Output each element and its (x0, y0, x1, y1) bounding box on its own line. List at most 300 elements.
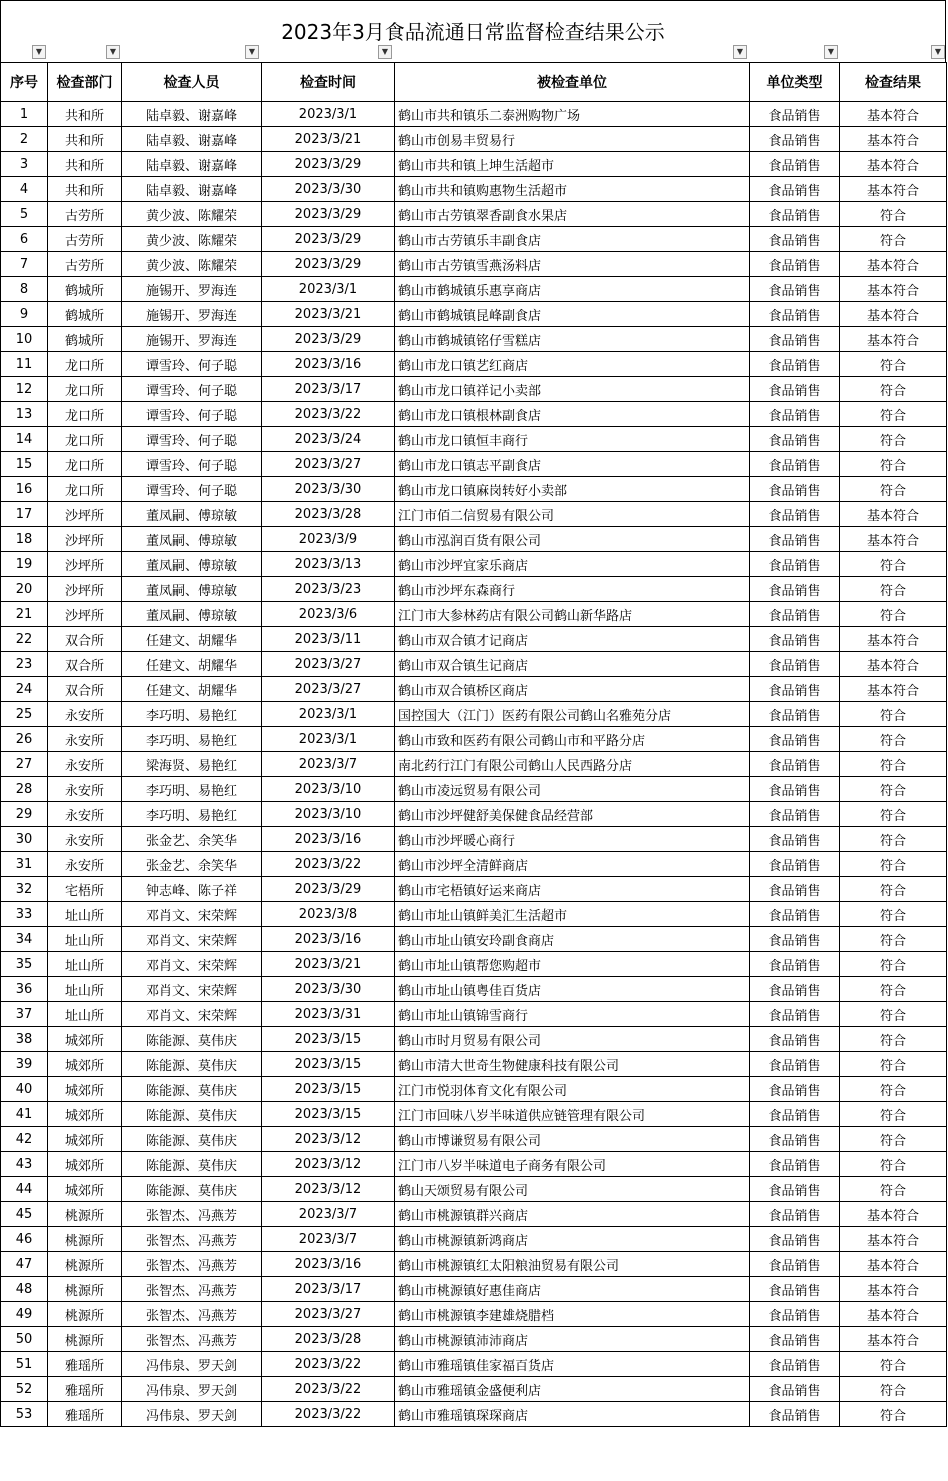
inspection-result-cell: 符合 (840, 877, 947, 902)
table-row (1, 302, 947, 327)
inspection-result-cell: 基本符合 (840, 1252, 947, 1277)
inspection-dept-cell: 雅瑶所 (48, 1377, 122, 1402)
inspected-unit-cell: 鹤山市泓润百货有限公司 (395, 527, 750, 552)
inspection-dept-cell: 龙口所 (48, 402, 122, 427)
inspectors-cell: 张金艺、余笑华 (122, 827, 262, 852)
table-row (1, 1127, 947, 1152)
row-number-cell: 41 (1, 1102, 48, 1127)
unit-type-cell: 食品销售 (750, 352, 840, 377)
inspected-unit-cell: 江门市佰二信贸易有限公司 (395, 502, 750, 527)
inspection-date-cell: 2023/3/22 (262, 1402, 395, 1427)
inspection-result-cell: 符合 (840, 802, 947, 827)
table-row (1, 552, 947, 577)
inspection-result-cell: 符合 (840, 977, 947, 1002)
unit-type-cell: 食品销售 (750, 977, 840, 1002)
unit-type-cell: 食品销售 (750, 1077, 840, 1102)
inspection-dept-cell: 龙口所 (48, 352, 122, 377)
inspected-unit-cell: 鹤山市龙口镇麻岗转好小卖部 (395, 477, 750, 502)
inspectors-cell: 陈能源、莫伟庆 (122, 1152, 262, 1177)
inspection-dept-cell: 宅梧所 (48, 877, 122, 902)
inspection-dept-cell: 城郊所 (48, 1102, 122, 1127)
inspected-unit-cell: 鹤山市沙坪健舒美保健食品经营部 (395, 802, 750, 827)
inspection-date-cell: 2023/3/16 (262, 1252, 395, 1277)
inspection-dept-cell: 城郊所 (48, 1077, 122, 1102)
inspection-date-cell: 2023/3/10 (262, 777, 395, 802)
unit-type-cell: 食品销售 (750, 1352, 840, 1377)
inspection-dept-cell: 城郊所 (48, 1127, 122, 1152)
inspection-date-cell: 2023/3/16 (262, 352, 395, 377)
inspection-dept-cell: 共和所 (48, 127, 122, 152)
inspection-date-cell: 2023/3/31 (262, 1002, 395, 1027)
inspection-result-cell: 基本符合 (840, 1327, 947, 1352)
inspection-date-cell: 2023/3/1 (262, 102, 395, 127)
inspected-unit-cell: 鹤山市雅瑶镇琛琛商店 (395, 1402, 750, 1427)
filter-dropdown-icon[interactable]: ▼ (106, 45, 120, 59)
inspectors-cell: 李巧明、易艳红 (122, 802, 262, 827)
table-row (1, 1077, 947, 1102)
inspection-dept-cell: 沙坪所 (48, 577, 122, 602)
inspectors-cell: 任建文、胡耀华 (122, 652, 262, 677)
inspection-result-cell: 符合 (840, 577, 947, 602)
inspectors-cell: 钟志峰、陈子祥 (122, 877, 262, 902)
table-row (1, 152, 947, 177)
table-row (1, 1252, 947, 1277)
inspectors-cell: 陆卓毅、谢嘉峰 (122, 152, 262, 177)
inspected-unit-cell: 鹤山市址山镇帮您购超市 (395, 952, 750, 977)
row-number-cell: 20 (1, 577, 48, 602)
unit-type-cell: 食品销售 (750, 1177, 840, 1202)
inspection-date-cell: 2023/3/15 (262, 1077, 395, 1102)
inspection-date-cell: 2023/3/7 (262, 752, 395, 777)
row-number-cell: 33 (1, 902, 48, 927)
inspected-unit-cell: 鹤山市沙坪全清鲜商店 (395, 852, 750, 877)
inspected-unit-cell: 鹤山市时月贸易有限公司 (395, 1027, 750, 1052)
inspection-date-cell: 2023/3/23 (262, 577, 395, 602)
table-row (1, 502, 947, 527)
unit-type-cell: 食品销售 (750, 1002, 840, 1027)
inspectors-cell: 李巧明、易艳红 (122, 727, 262, 752)
row-number-cell: 44 (1, 1177, 48, 1202)
inspectors-cell: 邓肖文、宋荣辉 (122, 952, 262, 977)
row-number-cell: 35 (1, 952, 48, 977)
unit-type-cell: 食品销售 (750, 1402, 840, 1427)
unit-type-cell: 食品销售 (750, 1377, 840, 1402)
inspectors-cell: 冯伟泉、罗天剑 (122, 1402, 262, 1427)
inspection-result-cell: 符合 (840, 452, 947, 477)
inspection-result-cell: 符合 (840, 1052, 947, 1077)
inspection-dept-cell: 共和所 (48, 102, 122, 127)
inspection-date-cell: 2023/3/12 (262, 1127, 395, 1152)
filter-dropdown-icon[interactable]: ▼ (32, 45, 46, 59)
row-number-cell: 17 (1, 502, 48, 527)
table-row (1, 927, 947, 952)
table-row (1, 627, 947, 652)
unit-type-cell: 食品销售 (750, 752, 840, 777)
inspectors-cell: 任建文、胡耀华 (122, 627, 262, 652)
inspection-result-cell: 符合 (840, 1027, 947, 1052)
unit-type-cell: 食品销售 (750, 677, 840, 702)
row-number-cell: 19 (1, 552, 48, 577)
table-row (1, 777, 947, 802)
table-row (1, 1327, 947, 1352)
inspectors-cell: 冯伟泉、罗天剑 (122, 1377, 262, 1402)
inspectors-cell: 梁海贤、易艳红 (122, 752, 262, 777)
inspection-dept-cell: 沙坪所 (48, 552, 122, 577)
table-row (1, 1377, 947, 1402)
inspection-result-cell: 基本符合 (840, 277, 947, 302)
unit-type-cell: 食品销售 (750, 1052, 840, 1077)
inspection-date-cell: 2023/3/9 (262, 527, 395, 552)
inspected-unit-cell: 鹤山市桃源镇群兴商店 (395, 1202, 750, 1227)
inspected-unit-cell: 江门市八岁半味道电子商务有限公司 (395, 1152, 750, 1177)
inspectors-cell: 李巧明、易艳红 (122, 702, 262, 727)
table-row (1, 1052, 947, 1077)
inspectors-cell: 张智杰、冯燕芳 (122, 1252, 262, 1277)
inspection-dept-cell: 桃源所 (48, 1227, 122, 1252)
row-number-cell: 53 (1, 1402, 48, 1427)
inspection-dept-cell: 古劳所 (48, 202, 122, 227)
inspection-date-cell: 2023/3/21 (262, 127, 395, 152)
inspection-date-cell: 2023/3/17 (262, 377, 395, 402)
inspection-dept-cell: 永安所 (48, 802, 122, 827)
inspection-date-cell: 2023/3/6 (262, 602, 395, 627)
inspection-dept-cell: 永安所 (48, 852, 122, 877)
row-number-cell: 27 (1, 752, 48, 777)
inspection-date-cell: 2023/3/27 (262, 1302, 395, 1327)
row-number-cell: 8 (1, 277, 48, 302)
unit-type-cell: 食品销售 (750, 402, 840, 427)
unit-type-cell: 食品销售 (750, 327, 840, 352)
inspected-unit-cell: 鹤山市桃源镇红太阳粮油贸易有限公司 (395, 1252, 750, 1277)
inspected-unit-cell: 鹤山市双合镇桥区商店 (395, 677, 750, 702)
unit-type-cell: 食品销售 (750, 427, 840, 452)
table-row (1, 1102, 947, 1127)
inspection-date-cell: 2023/3/16 (262, 927, 395, 952)
row-number-cell: 28 (1, 777, 48, 802)
row-number-cell: 42 (1, 1127, 48, 1152)
row-number-cell: 25 (1, 702, 48, 727)
unit-type-cell: 食品销售 (750, 152, 840, 177)
table-row (1, 102, 947, 127)
unit-type-cell: 食品销售 (750, 377, 840, 402)
inspected-unit-cell: 鹤山市桃源镇李建雄烧腊档 (395, 1302, 750, 1327)
inspectors-cell: 邓肖文、宋荣辉 (122, 902, 262, 927)
inspection-result-cell: 符合 (840, 377, 947, 402)
inspection-result-cell: 符合 (840, 1002, 947, 1027)
unit-type-cell: 食品销售 (750, 727, 840, 752)
inspection-date-cell: 2023/3/1 (262, 277, 395, 302)
unit-type-cell: 食品销售 (750, 552, 840, 577)
inspection-result-cell: 基本符合 (840, 677, 947, 702)
inspectors-cell: 谭雪玲、何子聪 (122, 352, 262, 377)
table-row (1, 1277, 947, 1302)
inspected-unit-cell: 鹤山市共和镇上坤生活超市 (395, 152, 750, 177)
row-number-cell: 26 (1, 727, 48, 752)
inspection-dept-cell: 雅瑶所 (48, 1402, 122, 1427)
table-row (1, 202, 947, 227)
row-number-cell: 47 (1, 1252, 48, 1277)
inspection-dept-cell: 桃源所 (48, 1252, 122, 1277)
table-row (1, 1352, 947, 1377)
row-number-cell: 21 (1, 602, 48, 627)
unit-type-cell: 食品销售 (750, 127, 840, 152)
inspection-result-cell: 基本符合 (840, 1227, 947, 1252)
inspected-unit-cell: 鹤山市址山镇锦雪商行 (395, 1002, 750, 1027)
filter-dropdown-icon[interactable]: ▼ (245, 45, 259, 59)
inspectors-cell: 冯伟泉、罗天剑 (122, 1352, 262, 1377)
inspected-unit-cell: 南北药行江门有限公司鹤山人民西路分店 (395, 752, 750, 777)
table-row (1, 602, 947, 627)
table-row (1, 1152, 947, 1177)
row-number-cell: 45 (1, 1202, 48, 1227)
unit-type-cell: 食品销售 (750, 902, 840, 927)
header-cell: 序号 (1, 63, 48, 102)
row-number-cell: 13 (1, 402, 48, 427)
inspected-unit-cell: 鹤山市龙口镇恒丰商行 (395, 427, 750, 452)
table-row (1, 527, 947, 552)
inspected-unit-cell: 鹤山市桃源镇好惠佳商店 (395, 1277, 750, 1302)
inspection-result-cell: 符合 (840, 852, 947, 877)
inspection-dept-cell: 城郊所 (48, 1027, 122, 1052)
inspection-result-cell: 基本符合 (840, 327, 947, 352)
row-number-cell: 22 (1, 627, 48, 652)
table-row (1, 702, 947, 727)
row-number-cell: 40 (1, 1077, 48, 1102)
filter-dropdown-icon[interactable]: ▼ (378, 45, 392, 59)
unit-type-cell: 食品销售 (750, 852, 840, 877)
inspectors-cell: 陈能源、莫伟庆 (122, 1177, 262, 1202)
row-number-cell: 6 (1, 227, 48, 252)
inspection-dept-cell: 双合所 (48, 652, 122, 677)
inspection-date-cell: 2023/3/1 (262, 727, 395, 752)
inspection-date-cell: 2023/3/29 (262, 327, 395, 352)
inspection-date-cell: 2023/3/30 (262, 177, 395, 202)
unit-type-cell: 食品销售 (750, 1302, 840, 1327)
inspection-date-cell: 2023/3/13 (262, 552, 395, 577)
unit-type-cell: 食品销售 (750, 1202, 840, 1227)
row-number-cell: 52 (1, 1377, 48, 1402)
inspectors-cell: 谭雪玲、何子聪 (122, 402, 262, 427)
inspectors-cell: 李巧明、易艳红 (122, 777, 262, 802)
inspection-dept-cell: 鹤城所 (48, 277, 122, 302)
row-number-cell: 3 (1, 152, 48, 177)
table-row (1, 427, 947, 452)
inspection-result-cell: 符合 (840, 427, 947, 452)
inspected-unit-cell: 鹤山市沙坪东森商行 (395, 577, 750, 602)
unit-type-cell: 食品销售 (750, 927, 840, 952)
inspection-dept-cell: 古劳所 (48, 227, 122, 252)
inspection-date-cell: 2023/3/29 (262, 152, 395, 177)
row-number-cell: 2 (1, 127, 48, 152)
unit-type-cell: 食品销售 (750, 702, 840, 727)
filter-dropdown-icon[interactable]: ▼ (931, 45, 945, 59)
row-number-cell: 32 (1, 877, 48, 902)
inspection-dept-cell: 桃源所 (48, 1202, 122, 1227)
inspection-result-cell: 基本符合 (840, 152, 947, 177)
row-number-cell: 16 (1, 477, 48, 502)
row-number-cell: 24 (1, 677, 48, 702)
unit-type-cell: 食品销售 (750, 827, 840, 852)
inspection-dept-cell: 鹤城所 (48, 302, 122, 327)
row-number-cell: 39 (1, 1052, 48, 1077)
inspected-unit-cell: 鹤山市致和医药有限公司鹤山市和平路分店 (395, 727, 750, 752)
inspection-result-cell: 符合 (840, 602, 947, 627)
inspectors-cell: 黄少波、陈耀荣 (122, 202, 262, 227)
inspection-dept-cell: 沙坪所 (48, 602, 122, 627)
inspection-dept-cell: 桃源所 (48, 1302, 122, 1327)
inspectors-cell: 陈能源、莫伟庆 (122, 1052, 262, 1077)
table-row (1, 1227, 947, 1252)
inspectors-cell: 黄少波、陈耀荣 (122, 227, 262, 252)
inspectors-cell: 张智杰、冯燕芳 (122, 1227, 262, 1252)
inspectors-cell: 董凤嗣、傅琼敏 (122, 577, 262, 602)
inspection-result-cell: 符合 (840, 552, 947, 577)
inspection-date-cell: 2023/3/29 (262, 252, 395, 277)
inspectors-cell: 董凤嗣、傅琼敏 (122, 602, 262, 627)
table-row (1, 327, 947, 352)
inspectors-cell: 邓肖文、宋荣辉 (122, 927, 262, 952)
inspected-unit-cell: 鹤山市沙坪暖心商行 (395, 827, 750, 852)
inspection-dept-cell: 沙坪所 (48, 527, 122, 552)
table-row (1, 127, 947, 152)
unit-type-cell: 食品销售 (750, 1027, 840, 1052)
table-row (1, 277, 947, 302)
inspected-unit-cell: 鹤山市清大世奇生物健康科技有限公司 (395, 1052, 750, 1077)
row-number-cell: 29 (1, 802, 48, 827)
header-cell: 检查时间 (262, 63, 395, 102)
table-row (1, 802, 947, 827)
unit-type-cell: 食品销售 (750, 302, 840, 327)
inspection-date-cell: 2023/3/27 (262, 652, 395, 677)
inspection-date-cell: 2023/3/29 (262, 202, 395, 227)
row-number-cell: 43 (1, 1152, 48, 1177)
inspection-result-cell: 符合 (840, 477, 947, 502)
table-row (1, 252, 947, 277)
inspection-dept-cell: 沙坪所 (48, 502, 122, 527)
inspection-date-cell: 2023/3/21 (262, 302, 395, 327)
inspection-dept-cell: 址山所 (48, 1002, 122, 1027)
inspectors-cell: 董凤嗣、傅琼敏 (122, 502, 262, 527)
inspection-date-cell: 2023/3/30 (262, 977, 395, 1002)
inspection-dept-cell: 址山所 (48, 952, 122, 977)
table-row (1, 652, 947, 677)
inspection-date-cell: 2023/3/28 (262, 502, 395, 527)
inspection-result-cell: 符合 (840, 952, 947, 977)
table-row (1, 227, 947, 252)
unit-type-cell: 食品销售 (750, 1227, 840, 1252)
inspected-unit-cell: 鹤山市鹤城镇乐惠享商店 (395, 277, 750, 302)
inspected-unit-cell: 鹤山市龙口镇艺红商店 (395, 352, 750, 377)
inspection-date-cell: 2023/3/12 (262, 1152, 395, 1177)
inspection-table (0, 62, 947, 1427)
inspection-date-cell: 2023/3/12 (262, 1177, 395, 1202)
unit-type-cell: 食品销售 (750, 477, 840, 502)
inspected-unit-cell: 鹤山市双合镇才记商店 (395, 627, 750, 652)
inspection-date-cell: 2023/3/10 (262, 802, 395, 827)
inspection-date-cell: 2023/3/21 (262, 952, 395, 977)
inspection-date-cell: 2023/3/8 (262, 902, 395, 927)
row-number-cell: 36 (1, 977, 48, 1002)
inspected-unit-cell: 江门市大参林药店有限公司鹤山新华路店 (395, 602, 750, 627)
row-number-cell: 30 (1, 827, 48, 852)
inspection-result-cell: 基本符合 (840, 1277, 947, 1302)
inspection-dept-cell: 鹤城所 (48, 327, 122, 352)
inspection-date-cell: 2023/3/15 (262, 1027, 395, 1052)
inspection-result-cell: 符合 (840, 702, 947, 727)
unit-type-cell: 食品销售 (750, 1252, 840, 1277)
table-row (1, 727, 947, 752)
unit-type-cell: 食品销售 (750, 577, 840, 602)
row-number-cell: 51 (1, 1352, 48, 1377)
inspectors-cell: 张金艺、余笑华 (122, 852, 262, 877)
table-row (1, 752, 947, 777)
table-row (1, 1202, 947, 1227)
inspection-date-cell: 2023/3/1 (262, 702, 395, 727)
inspected-unit-cell: 鹤山市共和镇购惠物生活超市 (395, 177, 750, 202)
table-row (1, 377, 947, 402)
inspectors-cell: 陈能源、莫伟庆 (122, 1027, 262, 1052)
inspection-result-cell: 符合 (840, 1077, 947, 1102)
inspected-unit-cell: 鹤山市宅梧镇好运来商店 (395, 877, 750, 902)
inspection-dept-cell: 桃源所 (48, 1277, 122, 1302)
inspectors-cell: 陆卓毅、谢嘉峰 (122, 127, 262, 152)
inspection-date-cell: 2023/3/22 (262, 1352, 395, 1377)
inspected-unit-cell: 鹤山市址山镇安玲副食商店 (395, 927, 750, 952)
unit-type-cell: 食品销售 (750, 802, 840, 827)
inspection-result-cell: 符合 (840, 827, 947, 852)
inspected-unit-cell: 鹤山市鹤城镇铭仔雪糕店 (395, 327, 750, 352)
filter-dropdown-icon[interactable]: ▼ (824, 45, 838, 59)
inspectors-cell: 张智杰、冯燕芳 (122, 1202, 262, 1227)
inspectors-cell: 董凤嗣、傅琼敏 (122, 552, 262, 577)
inspected-unit-cell: 鹤山市址山镇粤佳百货店 (395, 977, 750, 1002)
inspected-unit-cell: 鹤山市古劳镇翠香副食水果店 (395, 202, 750, 227)
unit-type-cell: 食品销售 (750, 102, 840, 127)
filter-dropdown-icon[interactable]: ▼ (733, 45, 747, 59)
inspection-result-cell: 符合 (840, 777, 947, 802)
row-number-cell: 1 (1, 102, 48, 127)
row-number-cell: 12 (1, 377, 48, 402)
row-number-cell: 15 (1, 452, 48, 477)
inspectors-cell: 邓肖文、宋荣辉 (122, 1002, 262, 1027)
table-row (1, 877, 947, 902)
inspectors-cell: 任建文、胡耀华 (122, 677, 262, 702)
unit-type-cell: 食品销售 (750, 277, 840, 302)
inspected-unit-cell: 江门市悦羽体育文化有限公司 (395, 1077, 750, 1102)
header-cell: 单位类型 (750, 63, 840, 102)
inspection-dept-cell: 古劳所 (48, 252, 122, 277)
inspected-unit-cell: 鹤山市龙口镇祥记小卖部 (395, 377, 750, 402)
inspection-result-cell: 基本符合 (840, 302, 947, 327)
row-number-cell: 9 (1, 302, 48, 327)
inspected-unit-cell: 鹤山市沙坪宜家乐商店 (395, 552, 750, 577)
table-row (1, 352, 947, 377)
inspection-result-cell: 基本符合 (840, 1302, 947, 1327)
inspectors-cell: 张智杰、冯燕芳 (122, 1277, 262, 1302)
inspectors-cell: 陆卓毅、谢嘉峰 (122, 177, 262, 202)
inspection-date-cell: 2023/3/24 (262, 427, 395, 452)
inspection-date-cell: 2023/3/29 (262, 877, 395, 902)
table-row (1, 1027, 947, 1052)
inspection-result-cell: 符合 (840, 227, 947, 252)
unit-type-cell: 食品销售 (750, 1102, 840, 1127)
unit-type-cell: 食品销售 (750, 777, 840, 802)
inspection-result-cell: 符合 (840, 1102, 947, 1127)
inspection-dept-cell: 共和所 (48, 177, 122, 202)
inspection-result-cell: 基本符合 (840, 1202, 947, 1227)
inspection-result-cell: 符合 (840, 352, 947, 377)
row-number-cell: 34 (1, 927, 48, 952)
